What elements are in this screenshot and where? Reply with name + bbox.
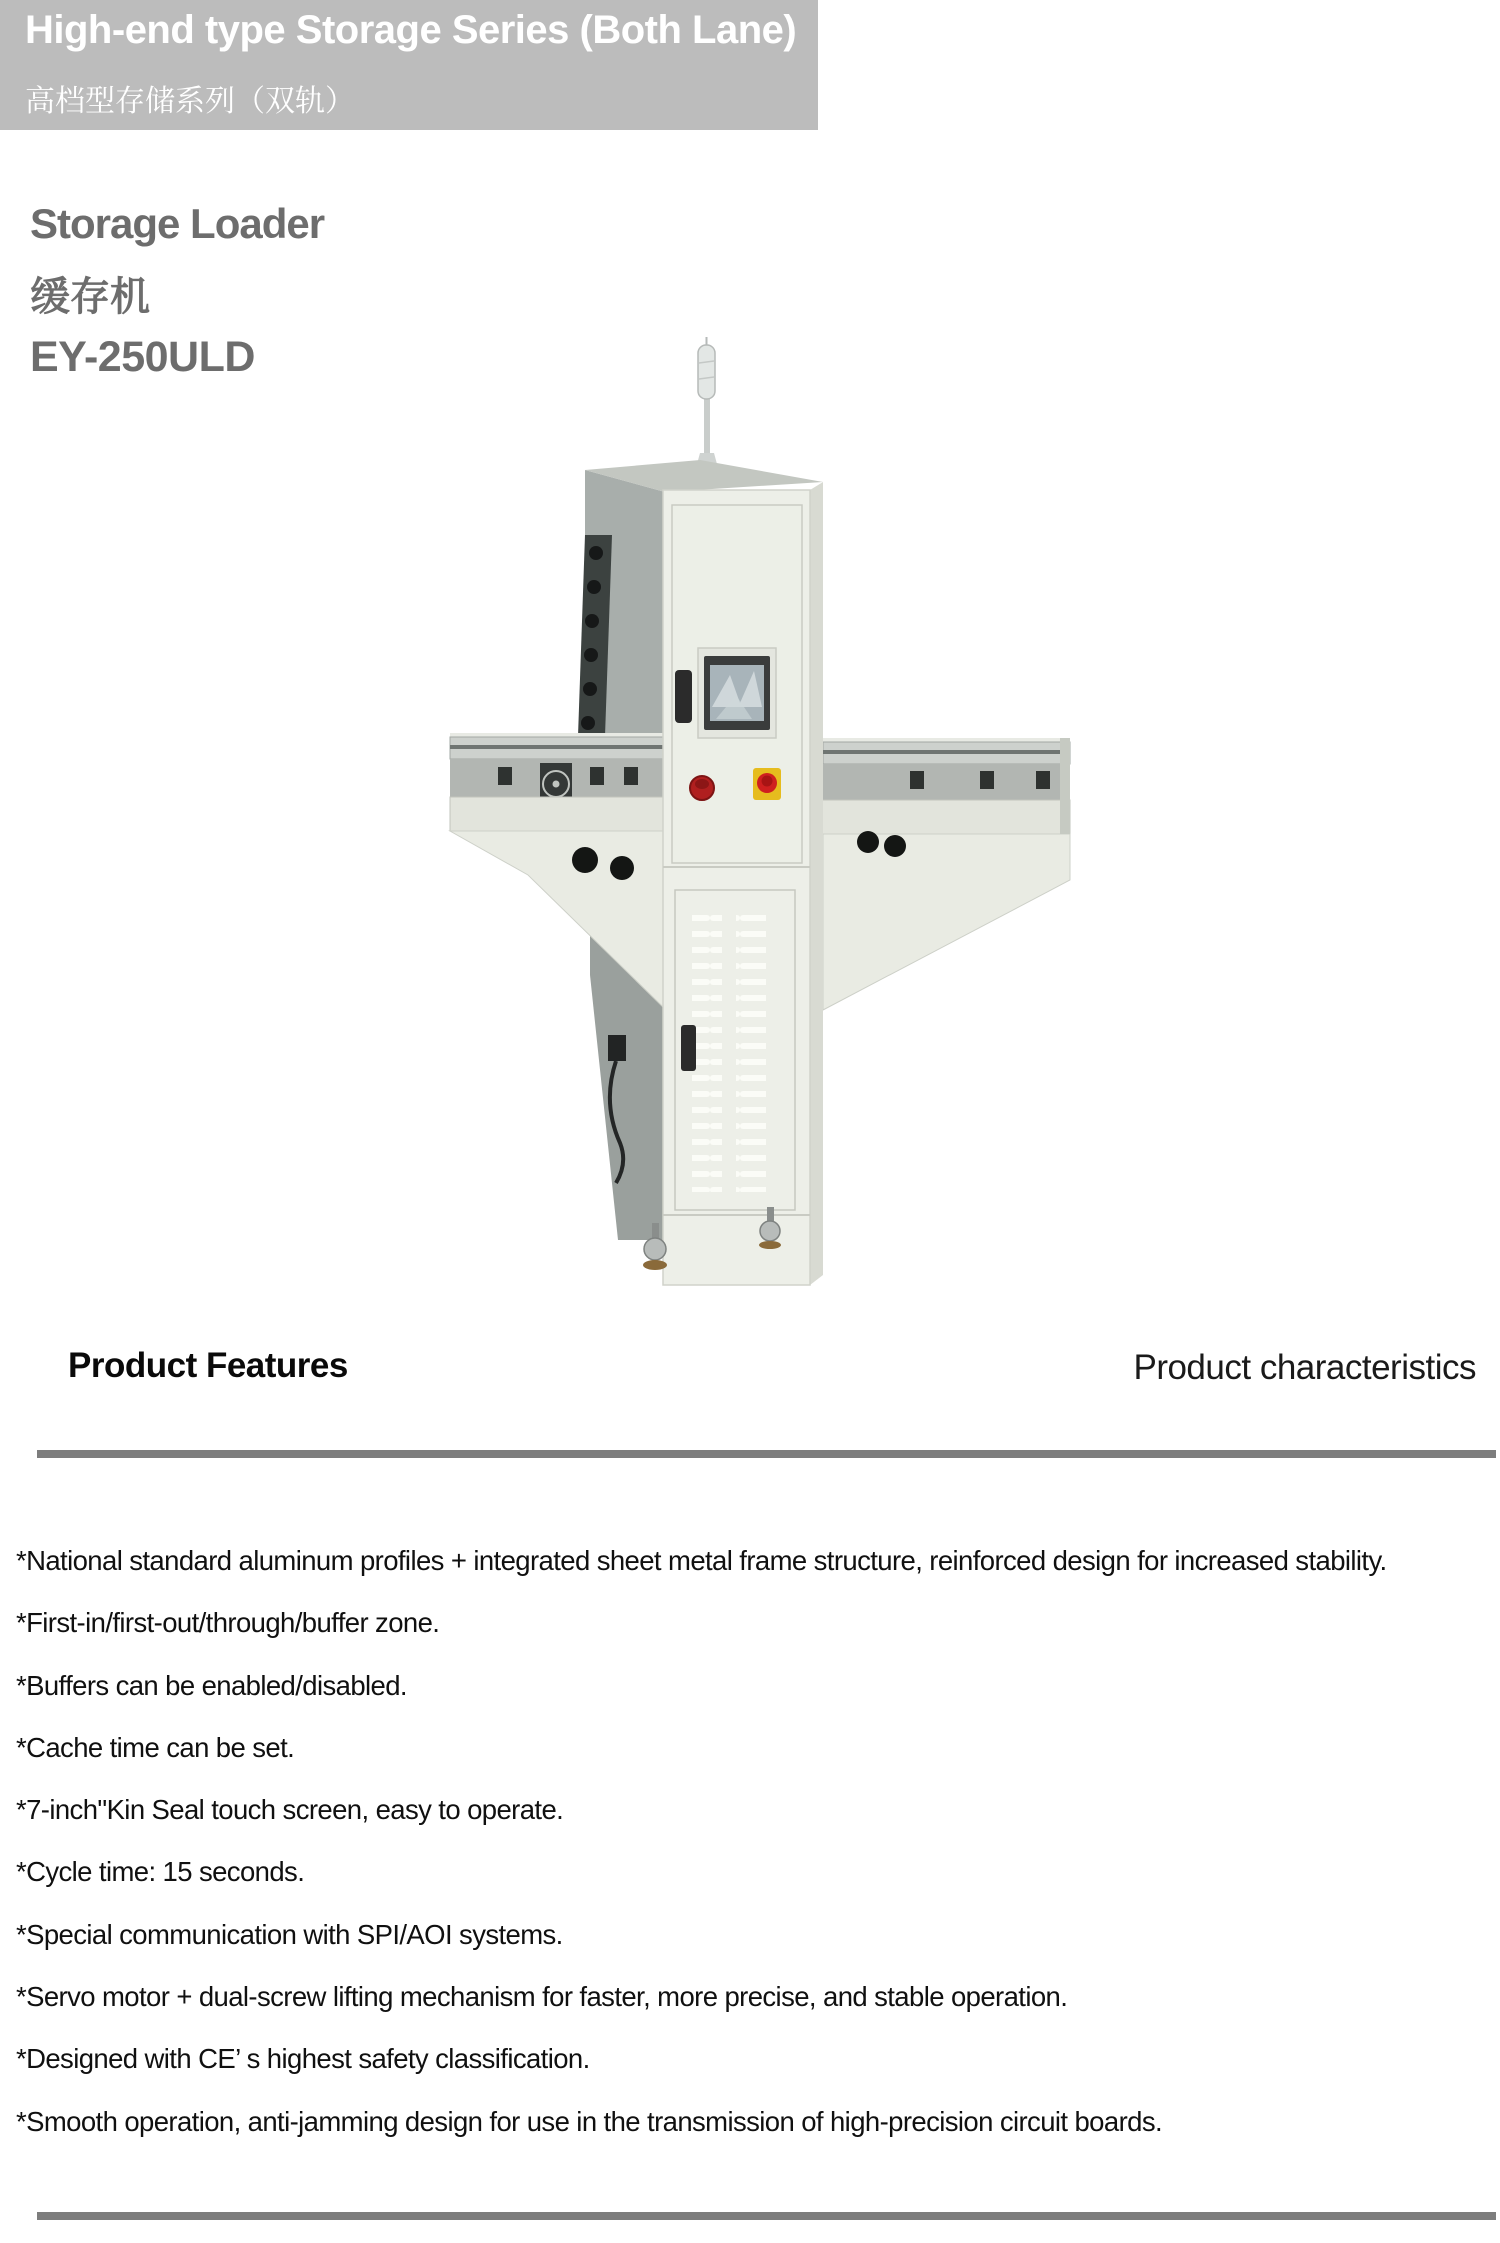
vent-slots-left-column — [692, 910, 722, 1192]
product-model-number: EY-250ULD — [30, 333, 255, 381]
feature-item: *Special communication with SPI/AOI systems. — [16, 1918, 563, 1950]
feature-item: *Servo motor + dual-screw lifting mechanism for faster, more precise, and stable operation. — [16, 1981, 1068, 2013]
signal-tower-pole — [704, 399, 710, 457]
touch-screen — [698, 648, 776, 738]
machine-photo — [440, 335, 1080, 1295]
feature-item: *7-inch"Kin Seal touch screen, easy to operate. — [16, 1794, 564, 1826]
top-divider-rule — [37, 1450, 1496, 1458]
feature-item: *Cache time can be set. — [16, 1731, 295, 1763]
product-name-english: Storage Loader — [30, 200, 325, 247]
left-adjust-knob — [572, 847, 598, 873]
lower-door-handle — [681, 1025, 696, 1071]
series-subtitle-chinese: 高档型存储系列（双轨） — [25, 85, 355, 118]
upper-door-handle — [675, 670, 692, 723]
right-adjust-knob — [857, 831, 879, 853]
signal-tower — [694, 337, 720, 475]
feature-item: *Cycle time: 15 seconds. — [16, 1856, 305, 1888]
right-conveyor-wing — [823, 834, 1070, 1010]
vent-slots-right-column — [736, 910, 766, 1192]
characteristics-heading: Product characteristics — [1133, 1348, 1476, 1387]
bottom-divider-rule — [37, 2212, 1496, 2220]
right-conveyor-endcap — [1060, 738, 1070, 834]
left-conveyor-beam — [450, 797, 690, 831]
feature-item: *Designed with CE’ s highest safety classification. — [16, 2043, 590, 2075]
left-adjust-knob — [610, 856, 634, 880]
series-title: High-end type Storage Series (Both Lane) — [25, 8, 797, 52]
left-conveyor — [450, 733, 690, 1007]
feature-item: *Buffers can be enabled/disabled. — [16, 1669, 407, 1701]
header-banner — [0, 0, 818, 130]
feature-item: *Smooth operation, anti-jamming design for use in the transmission of high-precision circuit boards. — [16, 2105, 1163, 2137]
signal-tower-light — [698, 345, 715, 399]
power-knob — [690, 776, 714, 800]
right-adjust-knob — [884, 835, 906, 857]
emergency-stop-button — [753, 768, 781, 800]
lower-door — [675, 890, 795, 1210]
right-conveyor-beam — [810, 800, 1070, 834]
feature-item: *First-in/first-out/through/buffer zone. — [16, 1607, 440, 1639]
feature-item: *National standard aluminum profiles + integrated sheet metal frame structure, reinforced design for increased stability. — [16, 1545, 1387, 1576]
cabinet-side-face — [810, 482, 823, 1285]
cabinet-front — [663, 482, 823, 1285]
feature-list — [16, 1530, 1494, 2153]
features-heading: Product Features — [68, 1346, 348, 1385]
right-conveyor — [810, 738, 1070, 1010]
product-name-chinese: 缓存机 — [30, 275, 150, 319]
